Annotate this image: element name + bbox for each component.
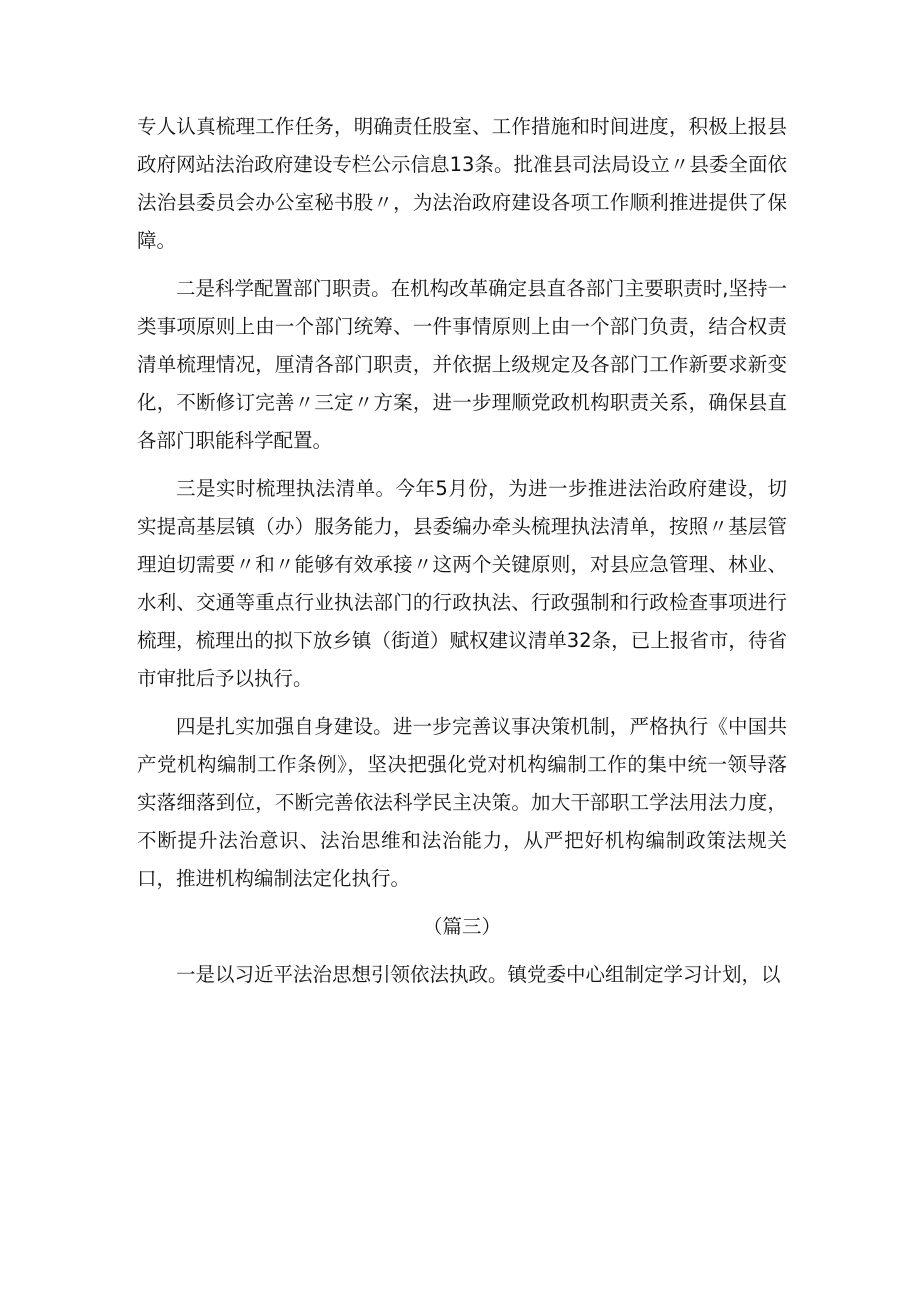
- document-body: [137, 108, 787, 994]
- paragraph-item-two: 二是科学配置部门职责。在机构改革确定县直各部门主要职责时,坚持一类事项原则上由一个部门统筹、一件事情原则上由一个部门负责，结合权责清单梳理情况，厘清各部门职责，并依据上级规定及各部门工作新要求新变化，不断修订完善〃三定〃方案，进一步理顺党政机构职责关系，确保县直各部门职能科学配置。: [137, 277, 787, 452]
- section-title: （篇三）: [422, 915, 501, 938]
- paragraph-continuation: 专人认真梳理工作任务，明确责任股室、工作措施和时间进度，积极上报县政府网站法治政府建设专栏公示信息13条。批准县司法局设立〃县委全面依法治县委员会办公室秘书股〃，为法治政府建设各项工作顺利推进提供了保障。: [137, 115, 787, 252]
- paragraph-item-three: 三是实时梳理执法清单。今年5月份，为进一步推进法治政府建设，切实提高基层镇（办）服务能力，县委编办牵头梳理执法清单，按照〃基层管理迫切需要〃和〃能够有效承接〃这两个关键原则，对县应急管理、林业、水利、交通等重点行业执法部门的行政执法、行政强制和行政检查事项进行梳理，梳理出的拟下放乡镇（街道）赋权建议清单32条，已上报省市，待省市审批后予以执行。: [137, 477, 787, 690]
- paragraph-final: 一是以习近平法治思想引领依法执政。镇党委中心组制定学习计划，以: [176, 963, 781, 986]
- paragraph-item-four: 四是扎实加强自身建设。进一步完善议事决策机制，严格执行《中国共产党机构编制工作条例》，坚决把强化党对机构编制工作的集中统一领导落实落细落到位，不断完善依法科学民主决策。加大干部职工学法用法力度，不断提升法治意识、法治思维和法治能力，从严把好机构编制政策法规关口，推进机构编制法定化执行。: [137, 715, 787, 890]
